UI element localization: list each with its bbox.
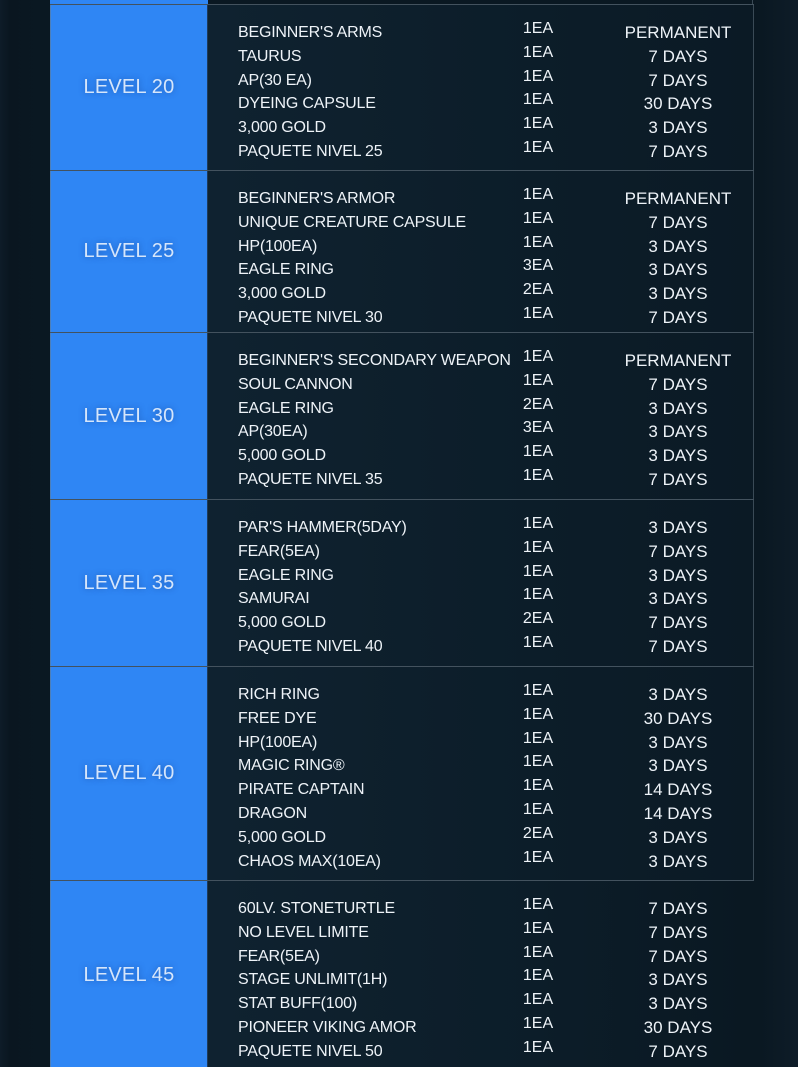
item-duration: 3 DAYS [648, 732, 708, 752]
item-duration: 3 DAYS [648, 970, 708, 990]
item-duration: 7 DAYS [648, 374, 708, 394]
reward-item [208, 234, 754, 258]
item-name: PIRATE CAPTAIN [238, 781, 365, 799]
reward-item [208, 396, 754, 420]
item-duration: 3 DAYS [648, 685, 708, 704]
item-quantity: 1EA [522, 186, 554, 203]
item-name: BEGINNER'S ARMS [238, 24, 383, 41]
item-quantity: 2EA [522, 281, 554, 299]
level-row [50, 499, 754, 666]
item-quantity: 1EA [522, 705, 554, 723]
item-name: PAR'S HAMMER(5DAY) [238, 519, 407, 536]
item-quantity: 1EA [522, 753, 554, 771]
level-label: LEVEL 20 [83, 76, 175, 98]
item-quantity: 1EA [522, 371, 554, 389]
reward-item [208, 305, 754, 329]
item-name: PAQUETE NIVEL 40 [238, 638, 383, 655]
level-label: LEVEL 40 [83, 762, 175, 784]
reward-item [208, 825, 754, 849]
item-name: 3,000 GOLD [238, 285, 326, 303]
item-name: EAGLE RING [238, 566, 334, 584]
item-name: BEGINNER'S ARMOR [238, 190, 396, 207]
reward-item [208, 1015, 754, 1039]
item-quantity: 1EA [522, 348, 554, 365]
reward-item [208, 115, 754, 139]
reward-item [208, 777, 754, 801]
reward-item [208, 849, 754, 873]
item-name: AP(30 EA) [238, 71, 312, 89]
item-name: HP(100EA) [238, 733, 318, 751]
reward-item [208, 348, 754, 372]
item-quantity: 1EA [522, 729, 554, 747]
item-duration: 3 DAYS [648, 518, 708, 537]
item-quantity: 1EA [522, 233, 554, 251]
item-name: SOUL CANNON [238, 375, 353, 393]
item-duration: 3 DAYS [648, 994, 708, 1014]
item-quantity: 1EA [522, 991, 554, 1009]
item-quantity: 1EA [522, 634, 554, 651]
level-label: LEVEL 30 [83, 404, 175, 427]
reward-item [208, 539, 754, 563]
reward-item [208, 1039, 754, 1063]
item-duration: 14 DAYS [643, 804, 713, 823]
item-duration: 7 DAYS [648, 922, 708, 942]
reward-item [208, 753, 754, 777]
level-row [50, 170, 754, 332]
item-duration: 7 DAYS [648, 541, 708, 561]
reward-item [208, 515, 754, 539]
level-row [50, 332, 754, 499]
item-name: RICH RING [238, 686, 320, 703]
item-quantity: 1EA [522, 305, 554, 322]
item-quantity: 1EA [522, 443, 554, 461]
level-row [50, 666, 754, 880]
item-quantity: 1EA [522, 562, 554, 580]
reward-item [208, 210, 754, 234]
item-duration: 30 DAYS [643, 708, 713, 728]
item-name: BEGINNER'S SECONDARY WEAPON [238, 352, 511, 369]
item-name: PIONEER VIKING AMOR [238, 1019, 417, 1036]
level-rewards-table [50, 0, 754, 1067]
item-quantity: 1EA [522, 538, 554, 556]
reward-item [208, 257, 754, 281]
item-name: AP(30EA) [238, 423, 308, 441]
item-quantity: 1EA [522, 682, 554, 699]
reward-items-cell [208, 5, 754, 170]
item-duration: 7 DAYS [648, 308, 708, 327]
item-name: FEAR(5EA) [238, 542, 320, 560]
item-quantity: 1EA [522, 515, 554, 532]
item-quantity: 1EA [522, 20, 554, 37]
item-name: 5,000 GOLD [238, 447, 326, 465]
item-duration: 3 DAYS [648, 851, 708, 871]
item-quantity: 1EA [522, 209, 554, 227]
item-name: PAQUETE NIVEL 50 [238, 1042, 383, 1060]
item-name: PAQUETE NIVEL 30 [238, 309, 383, 326]
item-duration: 3 DAYS [648, 446, 708, 466]
reward-item [208, 634, 754, 658]
level-label: LEVEL 45 [83, 964, 175, 986]
item-duration: PERMANENT [624, 189, 732, 208]
item-duration: 7 DAYS [648, 70, 708, 90]
item-name: DYEING CAPSULE [238, 95, 376, 113]
item-quantity: 2EA [522, 610, 554, 628]
reward-item [208, 443, 754, 467]
item-quantity: 1EA [522, 43, 554, 61]
item-duration: 7 DAYS [648, 46, 708, 66]
item-duration: 3 DAYS [648, 284, 708, 304]
item-name: 3,000 GOLD [238, 119, 326, 137]
level-label: LEVEL 25 [83, 240, 175, 262]
item-name: HP(100EA) [238, 237, 318, 255]
item-duration: 7 DAYS [648, 1041, 708, 1061]
item-name: FREE DYE [238, 709, 317, 727]
item-duration: 30 DAYS [643, 1018, 713, 1037]
item-duration: 7 DAYS [648, 212, 708, 232]
reward-item [208, 967, 754, 991]
item-name: MAGIC RING® [238, 757, 345, 775]
item-duration: 3 DAYS [648, 398, 708, 418]
item-quantity: 3EA [522, 257, 554, 275]
item-quantity: 1EA [522, 139, 554, 156]
reward-item [208, 896, 754, 920]
item-name: CHAOS MAX(10EA) [238, 852, 381, 870]
reward-item [208, 68, 754, 92]
item-quantity: 1EA [522, 801, 554, 818]
item-name: TAURUS [238, 47, 302, 65]
reward-item [208, 281, 754, 305]
item-duration: 3 DAYS [648, 589, 708, 609]
reward-item [208, 920, 754, 944]
level-row [50, 880, 754, 1067]
item-quantity: 1EA [522, 967, 554, 985]
item-duration: 3 DAYS [648, 260, 708, 280]
item-duration: 14 DAYS [643, 780, 713, 800]
item-name: EAGLE RING [238, 261, 334, 279]
level-cell [50, 171, 208, 332]
reward-items-cell [208, 667, 754, 880]
item-quantity: 1EA [522, 115, 554, 133]
reward-item [208, 586, 754, 610]
item-name: NO LEVEL LIMITE [238, 923, 369, 941]
reward-item [208, 682, 754, 706]
reward-item [208, 991, 754, 1015]
level-cell [50, 667, 208, 880]
reward-item [208, 801, 754, 825]
item-quantity: 2EA [522, 395, 554, 413]
item-name: FEAR(5EA) [238, 947, 320, 965]
item-quantity: 1EA [522, 896, 554, 913]
item-quantity: 1EA [522, 1038, 554, 1056]
item-duration: 3 DAYS [648, 422, 708, 442]
item-name: PAQUETE NIVEL 25 [238, 143, 383, 160]
item-quantity: 1EA [522, 91, 554, 109]
item-quantity: 2EA [522, 824, 554, 842]
item-name: PAQUETE NIVEL 35 [238, 471, 383, 488]
item-duration: 7 DAYS [648, 637, 708, 656]
item-name: UNIQUE CREATURE CAPSULE [238, 213, 467, 231]
item-name: STAT BUFF(100) [238, 995, 357, 1013]
reward-items-cell [208, 881, 754, 1067]
item-quantity: 3EA [522, 419, 554, 437]
item-name: 5,000 GOLD [238, 828, 326, 846]
reward-items-cell [208, 500, 754, 666]
item-duration: 7 DAYS [648, 613, 708, 633]
item-duration: 7 DAYS [648, 470, 708, 489]
reward-item [208, 372, 754, 396]
reward-item [208, 419, 754, 443]
item-duration: PERMANENT [624, 351, 732, 370]
reward-item [208, 467, 754, 491]
reward-items-cell [208, 333, 754, 499]
item-name: 60LV. STONETURTLE [238, 900, 395, 917]
item-quantity: 1EA [522, 1015, 554, 1032]
item-quantity: 1EA [522, 586, 554, 604]
reward-item [208, 186, 754, 210]
item-duration: PERMANENT [624, 23, 732, 42]
level-cell [50, 333, 208, 499]
level-cell [50, 500, 208, 666]
reward-items-cell [208, 171, 754, 332]
reward-item [208, 610, 754, 634]
item-duration: 7 DAYS [648, 142, 708, 161]
item-quantity: 1EA [522, 67, 554, 85]
item-name: SAMURAI [238, 590, 310, 608]
reward-item [208, 44, 754, 68]
level-row [50, 4, 754, 170]
level-cell [50, 5, 208, 170]
reward-item [208, 91, 754, 115]
item-quantity: 1EA [522, 919, 554, 937]
reward-item [208, 944, 754, 968]
item-quantity: 1EA [522, 777, 554, 795]
item-name: EAGLE RING [238, 399, 334, 417]
item-duration: 30 DAYS [643, 94, 713, 114]
item-duration: 7 DAYS [648, 946, 708, 966]
reward-item [208, 20, 754, 44]
item-duration: 3 DAYS [648, 827, 708, 847]
item-name: 5,000 GOLD [238, 614, 326, 632]
item-duration: 3 DAYS [648, 565, 708, 585]
item-duration: 7 DAYS [648, 899, 708, 918]
reward-item [208, 706, 754, 730]
reward-item [208, 730, 754, 754]
reward-item [208, 139, 754, 163]
item-duration: 3 DAYS [648, 118, 708, 138]
level-label: LEVEL 35 [83, 571, 175, 594]
item-quantity: 1EA [522, 467, 554, 484]
item-duration: 3 DAYS [648, 756, 708, 776]
item-quantity: 1EA [522, 943, 554, 961]
item-quantity: 1EA [522, 848, 554, 866]
level-cell [50, 881, 208, 1067]
item-duration: 3 DAYS [648, 236, 708, 256]
reward-item [208, 563, 754, 587]
item-name: DRAGON [238, 805, 308, 822]
item-name: STAGE UNLIMIT(1H) [238, 971, 388, 989]
